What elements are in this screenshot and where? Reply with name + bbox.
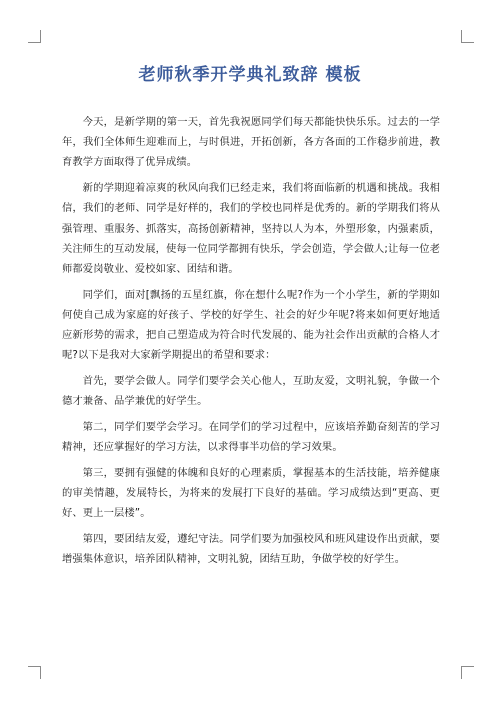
paragraph: 今天，是新学期的第一天，首先我祝愿同学们每天都能快快乐乐。过去的一学年，我们全体师生迎难而上，与时俱进，开拓创新，各方各面的工作稳步前进，教育教学方面取得了优异成绩。 [62,116,440,169]
paragraph: 第二，同学们要学会学习。在同学们的学习过程中，应该培养勤奋刻苦的学习精神，还应掌握好的学习方法，以求得事半功倍的学习效果。 [62,420,440,454]
paragraph: 新的学期迎着凉爽的秋风向我们已经走来，我们将面临新的机遇和挑战。我相信，我们的老师、同学是好样的，我们的学校也同样是优秀的。新的学期我们将从强管理、重服务、抓落实，高扬创新精神，坚持以人为本，外塑形象，内强素质，关注师生的互动发展，使每一位同学都拥有快乐，学会创造，学会做人;让每一位老师都爱岗敬业、爱校如家、团结和谐。 [62,182,440,275]
document-body [62,112,440,575]
paragraph: 同学们，面对[飘扬的五星红旗，你在想什么呢?作为一个小学生，新的学期如何使自己成为家庭的好孩子、学校的好学生、社会的好少年呢?将来如何更好地适应新形势的需求，把自己塑造成为符合时代发展的、能为社会作出贡献的合格人才呢?以下是我对大家新学期提出的希望和要求： [62,288,440,362]
paragraph: 第三，要拥有强健的体魄和良好的心理素质，掌握基本的生活技能，培养健康的审美情趣，发展特长，为将来的发展打下良好的基础。学习成绩达到“更高、更好、更上一层楼”。 [62,466,440,520]
document-title: 老师秋季开学典礼致辞 模板 [138,65,362,85]
crop-mark-bottom-left [28,666,41,679]
crop-mark-top-left [28,30,41,43]
paragraph: 第四，要团结友爱，遵纪守法。同学们要为加强校风和班风建设作出贡献，要增强集体意识，培养团队精神，文明礼貌，团结互助，争做学校的好学生。 [62,532,440,566]
paragraph: 首先，要学会做人。同学们要学会关心他人，互助友爱，文明礼貌，争做一个德才兼备、品学兼优的好学生。 [62,374,440,408]
crop-mark-top-right [461,30,474,43]
crop-mark-bottom-right [461,666,474,679]
